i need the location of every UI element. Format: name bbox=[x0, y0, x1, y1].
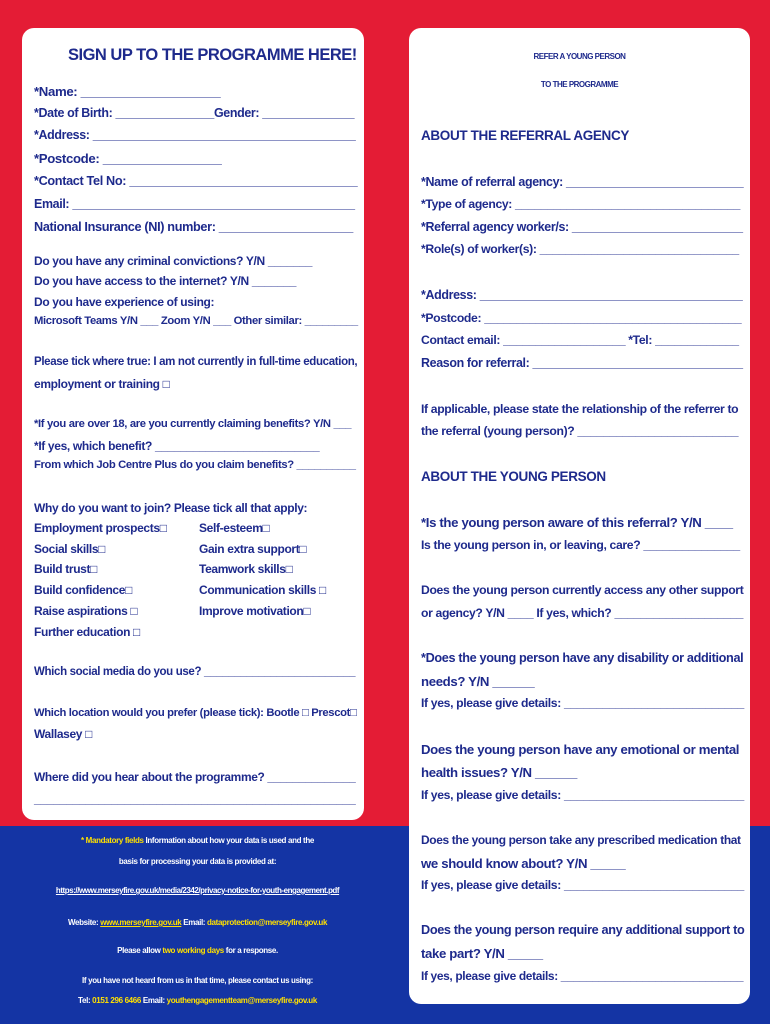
agency-name-field[interactable]: *Name of referral agency: ___________________________ bbox=[421, 175, 744, 189]
young-person-heading: ABOUT THE YOUNG PERSON bbox=[421, 469, 606, 484]
tick-true-statement: Please tick where true: I am not currently in full-time education, bbox=[34, 356, 358, 368]
aware-question[interactable]: *Is the young person aware of this referral? Y/N ____ bbox=[421, 515, 733, 530]
medication-question: Does the young person take any prescribed medication that bbox=[421, 833, 741, 847]
benefits-question[interactable]: *If you are over 18, are you currently claiming benefits? Y/N ___ bbox=[34, 418, 352, 430]
mandatory-text: Information about how your data is used and the bbox=[143, 836, 314, 845]
contact-line bbox=[0, 996, 395, 1005]
response-pre: Please allow bbox=[117, 946, 163, 955]
reason-checkbox[interactable]: Further education □ bbox=[34, 625, 140, 639]
experience-question: Do you have experience of using: bbox=[34, 295, 215, 309]
additional-support-details-field[interactable]: If yes, please give details: _____________________________ bbox=[421, 969, 744, 983]
disability-details-field[interactable]: If yes, please give details: ____________________________ bbox=[421, 696, 744, 710]
not-in-education-checkbox[interactable]: employment or training □ bbox=[34, 377, 170, 391]
agency-heading: ABOUT THE REFERRAL AGENCY bbox=[421, 128, 630, 143]
referral-postcode-field[interactable]: *Postcode: ________________________________________ bbox=[421, 311, 742, 325]
address-field[interactable]: *Address: ________________________________________ bbox=[34, 128, 356, 142]
name-field[interactable]: *Name: ____________________ bbox=[34, 84, 221, 99]
mandatory-label: * Mandatory fields bbox=[81, 836, 144, 845]
reason-checkbox[interactable]: Raise aspirations □ bbox=[34, 604, 138, 618]
referral-form bbox=[409, 28, 750, 1004]
reason-checkbox[interactable]: Self-esteem□ bbox=[199, 521, 270, 535]
internet-access-question[interactable]: Do you have access to the internet? Y/N _______ bbox=[34, 274, 297, 288]
relationship-question: If applicable, please state the relationship of the referrer to bbox=[421, 402, 739, 416]
dob-gender-field[interactable]: *Date of Birth: _______________Gender: ______________ bbox=[34, 106, 355, 120]
processing-note: basis for processing your data is provided at: bbox=[118, 857, 277, 866]
why-join-question: Why do you want to join? Please tick all that apply: bbox=[34, 501, 308, 515]
reason-checkbox[interactable]: Gain extra support□ bbox=[199, 542, 307, 556]
agency-type-field[interactable]: *Type of agency: ___________________________________ bbox=[421, 197, 741, 211]
software-experience-field[interactable]: Microsoft Teams Y/N ___ Zoom Y/N ___ Other similar: _________ bbox=[34, 315, 358, 327]
hear-about-line[interactable]: __________________________________________________ bbox=[34, 792, 356, 806]
postcode-field[interactable]: *Postcode: _________________ bbox=[34, 151, 222, 166]
referral-title-line1: REFER A YOUNG PERSON bbox=[533, 52, 626, 61]
ni-number-field[interactable]: National Insurance (NI) number: ____________________ bbox=[34, 220, 353, 234]
mandatory-note bbox=[0, 836, 395, 845]
youth-engagement-email-link[interactable]: youthengagementteam@merseyfire.gov.uk bbox=[166, 996, 317, 1005]
email2-label: Email: bbox=[140, 996, 167, 1005]
reason-checkbox[interactable]: Teamwork skills□ bbox=[199, 562, 293, 576]
support-question: Does the young person currently access any other support bbox=[421, 583, 744, 597]
medication-details-field[interactable]: If yes, please give details: ____________________________ bbox=[421, 878, 744, 892]
disability-question: *Does the young person have any disability or additional bbox=[421, 651, 744, 665]
sign-up-form bbox=[22, 28, 364, 820]
emotional-yn[interactable]: health issues? Y/N ______ bbox=[421, 765, 577, 780]
medication-yn[interactable]: we should know about? Y/N _____ bbox=[421, 856, 626, 871]
email-label: Email: bbox=[181, 918, 207, 927]
tel-number[interactable]: 0151 296 6466 bbox=[92, 996, 141, 1005]
website-label: Website: bbox=[67, 918, 101, 927]
reason-checkbox[interactable]: Build trust□ bbox=[34, 562, 98, 576]
contact-tel-field[interactable]: *Contact Tel No: __________________________________ bbox=[34, 174, 358, 188]
relationship-field[interactable]: the referral (young person)? _________________________ bbox=[421, 424, 739, 438]
privacy-notice-link[interactable]: https://www.merseyfire.gov.uk/media/2342/privacy-notice-for-youth-engagement.pdf bbox=[55, 886, 340, 895]
care-question[interactable]: Is the young person in, or leaving, care? _______________ bbox=[421, 538, 740, 552]
reason-checkbox[interactable]: Employment prospects□ bbox=[34, 521, 167, 535]
social-media-field[interactable]: Which social media do you use? _________________________ bbox=[34, 666, 356, 678]
reason-checkbox[interactable]: Improve motivation□ bbox=[199, 604, 311, 618]
which-benefit-field[interactable]: *If yes, which benefit? __________________________ bbox=[34, 439, 320, 453]
hear-about-field[interactable]: Where did you hear about the programme? ______________ bbox=[34, 770, 356, 784]
reason-checkbox[interactable]: Communication skills □ bbox=[199, 583, 326, 597]
website-link[interactable]: www.merseyfire.gov.uk bbox=[100, 918, 182, 927]
tel-label: Tel: bbox=[78, 996, 93, 1005]
criminal-convictions-question[interactable]: Do you have any criminal convictions? Y/N _______ bbox=[34, 254, 313, 268]
referral-reason-field[interactable]: Reason for referral: ________________________________ bbox=[421, 356, 743, 370]
footer-info bbox=[0, 826, 395, 1024]
emotional-details-field[interactable]: If yes, please give details: ____________________________ bbox=[421, 788, 744, 802]
response-note bbox=[0, 946, 395, 955]
response-post: for a response. bbox=[223, 946, 278, 955]
additional-support-yn[interactable]: take part? Y/N _____ bbox=[421, 946, 543, 961]
website-line bbox=[0, 918, 395, 927]
support-field[interactable]: or agency? Y/N ____ If yes, which? ____________________ bbox=[421, 606, 744, 620]
referral-address-field[interactable]: *Address: ________________________________________ bbox=[421, 288, 743, 302]
email-field[interactable]: Email: ___________________________________________ bbox=[34, 197, 355, 211]
agency-worker-field[interactable]: *Referral agency worker/s: __________________________ bbox=[421, 220, 743, 234]
reason-checkbox[interactable]: Build confidence□ bbox=[34, 583, 132, 597]
contact-note: If you have not heard from us in that time, please contact us using: bbox=[82, 976, 313, 985]
referral-title-line2: TO THE PROGRAMME bbox=[540, 80, 619, 89]
location-preference[interactable]: Which location would you prefer (please tick): Bootle □ Prescot□ bbox=[34, 707, 357, 719]
response-days: two working days bbox=[162, 946, 224, 955]
contact-email-tel-field[interactable]: Contact email: ___________________ *Tel: _____________ bbox=[421, 333, 739, 347]
location-wallasey-checkbox[interactable]: Wallasey □ bbox=[34, 727, 93, 741]
emotional-question: Does the young person have any emotional or mental bbox=[421, 742, 740, 757]
dataprotection-email-link[interactable]: dataprotection@merseyfire.gov.uk bbox=[207, 918, 328, 927]
job-centre-field[interactable]: From which Job Centre Plus do you claim benefits? __________ bbox=[34, 459, 356, 471]
worker-role-field[interactable]: *Role(s) of worker(s): _______________________________ bbox=[421, 242, 739, 256]
sign-up-title: SIGN UP TO THE PROGRAMME HERE! bbox=[68, 46, 357, 64]
additional-support-question: Does the young person require any additional support to bbox=[421, 923, 745, 937]
disability-yn[interactable]: needs? Y/N ______ bbox=[421, 674, 535, 689]
reason-checkbox[interactable]: Social skills□ bbox=[34, 542, 106, 556]
